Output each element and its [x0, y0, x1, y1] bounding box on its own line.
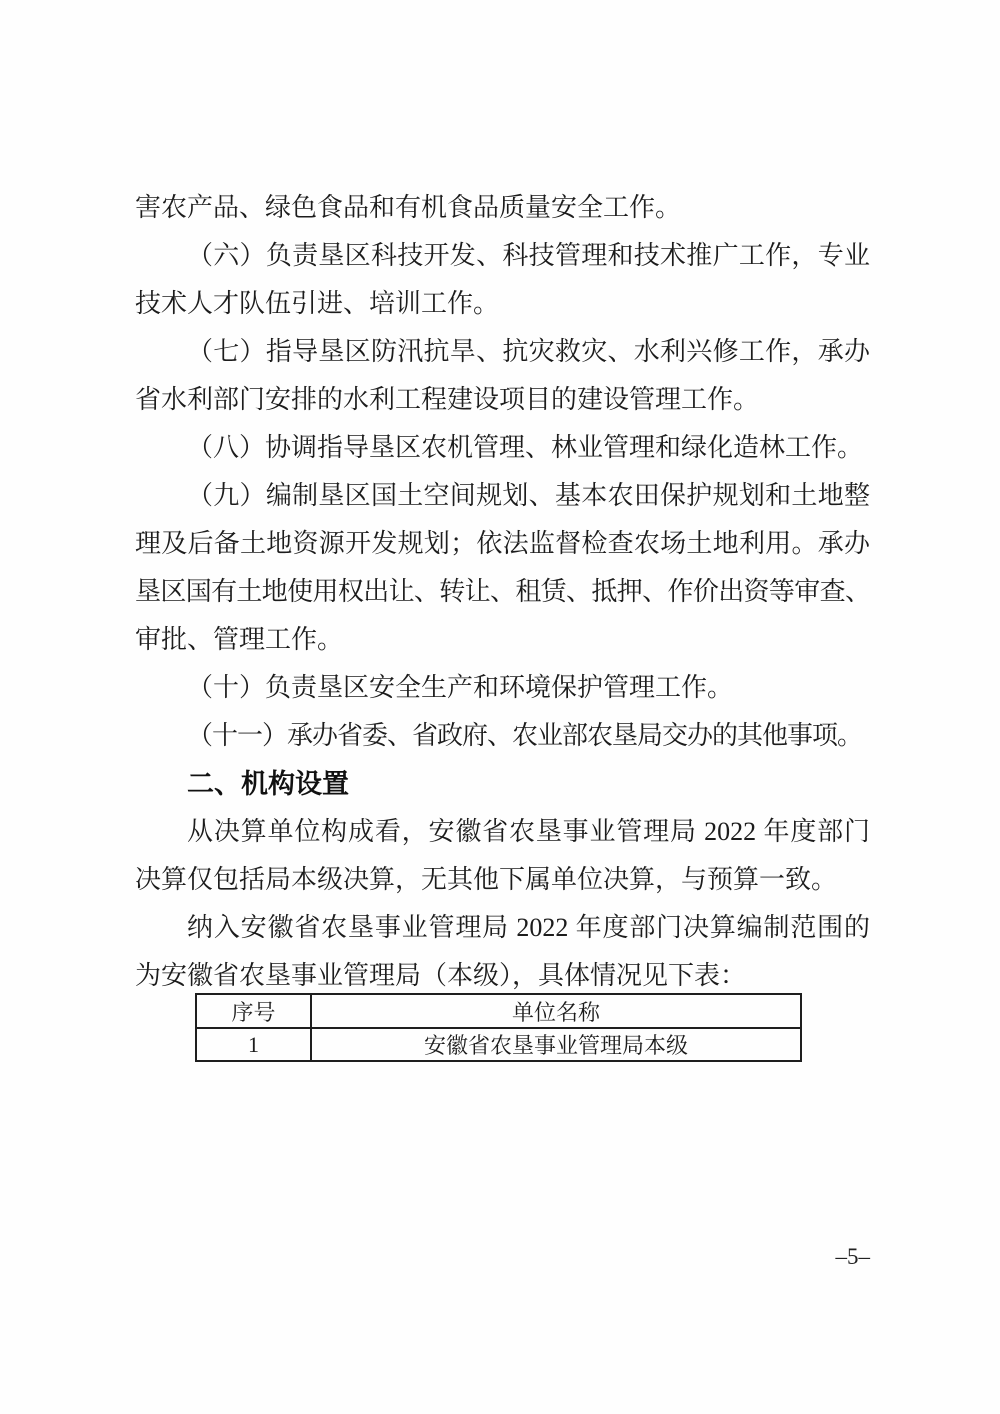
text-line: 决算仅包括局本级决算，无其他下属单位决算，与预算一致。 [135, 865, 838, 894]
text-line: （六）负责垦区科技开发、科技管理和技术推广工作，专业 [187, 241, 870, 270]
text-line: （十一）承办省委、省政府、农业部农垦局交办的其他事项。 [187, 721, 863, 750]
text-line: 技术人才队伍引进、培训工作。 [135, 289, 500, 318]
units-table [195, 993, 802, 1062]
text-line: 审批、管理工作。 [135, 625, 344, 654]
text-line: （七）指导垦区防汛抗旱、抗灾救灾、水利兴修工作，承办 [187, 337, 870, 366]
units-table-body [196, 1028, 801, 1061]
table-header-cell: 序号 [196, 994, 311, 1028]
section-heading: 二、机构设置 [187, 769, 349, 799]
table-cell: 安徽省农垦事业管理局本级 [311, 1028, 801, 1061]
units-table-head [196, 994, 801, 1028]
page-number: –5– [835, 1244, 870, 1269]
document-body [135, 184, 870, 1000]
text-line: 纳入安徽省农垦事业管理局 2022 年度部门决算编制范围的 [187, 913, 870, 942]
text-line: （十）负责垦区安全生产和环境保护管理工作。 [187, 673, 734, 702]
text-line: 垦区国有土地使用权出让、转让、租赁、抵押、作价出资等审查、 [135, 577, 870, 606]
units-table-container [195, 993, 800, 1062]
text-line: 为安徽省农垦事业管理局（本级），具体情况见下表： [135, 961, 747, 990]
text-line: 理及后备土地资源开发规划；依法监督检查农场土地利用。承办 [135, 529, 870, 558]
text-line: （八）协调指导垦区农机管理、林业管理和绿化造林工作。 [187, 433, 864, 462]
table-header-cell: 单位名称 [311, 994, 801, 1028]
table-cell: 1 [196, 1028, 311, 1061]
text-line: 害农产品、绿色食品和有机食品质量安全工作。 [135, 193, 682, 222]
table-row [196, 1028, 801, 1061]
table-header-row [196, 994, 801, 1028]
text-line: 从决算单位构成看，安徽省农垦事业管理局 2022 年度部门 [187, 817, 870, 846]
text-line: 省水利部门安排的水利工程建设项目的建设管理工作。 [135, 385, 760, 414]
text-line: （九）编制垦区国土空间规划、基本农田保护规划和土地整 [187, 481, 870, 510]
